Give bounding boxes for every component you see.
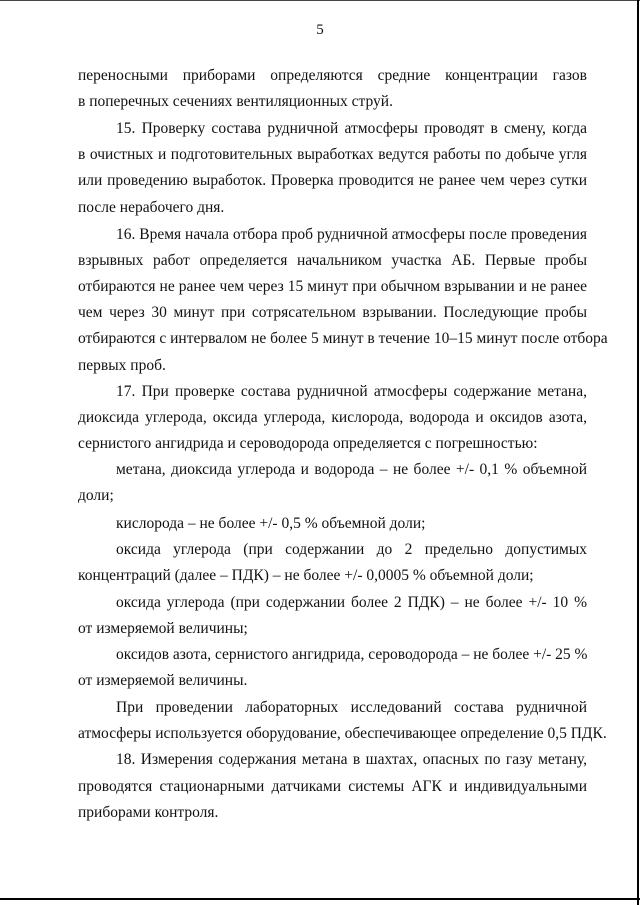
text-line: кислорода – не более +/- 0,5 % объемной доли;	[116, 515, 426, 532]
text-line: сернистого ангидрида и сероводорода определяется с погрешностью:	[78, 435, 538, 452]
text-line: отбираются не ранее чем через 15 минут при обычном взрывании и не ранее	[78, 278, 587, 295]
text-line: чем через 30 минут при сотрясательном взрывании. Последующие пробы	[78, 304, 587, 321]
text-line: от измеряемой величины.	[78, 672, 248, 689]
text-line: диоксида углерода, оксида углерода, кислорода, водорода и оксидов азота,	[78, 409, 587, 426]
text-line: переносными приборами определяются средние концентрации газов	[78, 67, 587, 84]
text-line: проводятся стационарными датчиками системы АГК и индивидуальными	[78, 778, 587, 795]
text-line: оксида углерода (при содержании более 2 ПДК) – не более +/- 10 %	[116, 594, 587, 611]
text-line: в очистных и подготовительных выработках ведутся работы по добыче угля	[78, 146, 587, 163]
text-line: метана, диоксида углерода и водорода – не более +/- 0,1 % объемной	[116, 461, 587, 478]
text-line: 15. Проверку состава рудничной атмосферы проводят в смену, когда	[116, 120, 587, 137]
text-line: оксида углерода (при содержании до 2 предельно допустимых	[116, 541, 587, 558]
page-number: 5	[316, 22, 324, 38]
text-line: в поперечных сечениях вентиляционных струй.	[78, 93, 393, 110]
text-line: концентраций (далее – ПДК) – не более +/- 0,0005 % объемной доли;	[78, 567, 534, 584]
text-line: отбираются с интервалом не более 5 минут в течение 10–15 минут после отбора	[78, 330, 608, 347]
text-line: приборами контроля.	[78, 804, 219, 821]
text-line: 18. Измерения содержания метана в шахтах, опасных по газу метану,	[116, 751, 587, 768]
text-line: 17. При проверке состава рудничной атмосферы содержание метана,	[116, 383, 587, 400]
text-line: после нерабочего дня.	[78, 199, 225, 216]
text-line: или проведению выработок. Проверка проводится не ранее чем через сутки	[78, 172, 587, 189]
text-line: первых проб.	[78, 357, 166, 374]
scan-edge-right	[637, 0, 639, 905]
text-line: оксидов азота, сернистого ангидрида, сероводорода – не более +/- 25 %	[116, 646, 588, 663]
text-line: При проведении лабораторных исследований состава рудничной	[116, 699, 587, 716]
text-line: 16. Время начала отбора проб рудничной атмосферы после проведения	[116, 226, 587, 243]
text-line: атмосферы используется оборудование, обеспечивающее определение 0,5 ПДК.	[78, 725, 607, 742]
text-line: доли;	[78, 487, 114, 504]
text-line: взрывных работ определяется начальником участка АБ. Первые пробы	[78, 252, 587, 269]
scan-edge-top	[0, 0, 640, 1]
scan-edge-bottom	[0, 898, 640, 900]
text-line: от измеряемой величины;	[78, 620, 248, 637]
